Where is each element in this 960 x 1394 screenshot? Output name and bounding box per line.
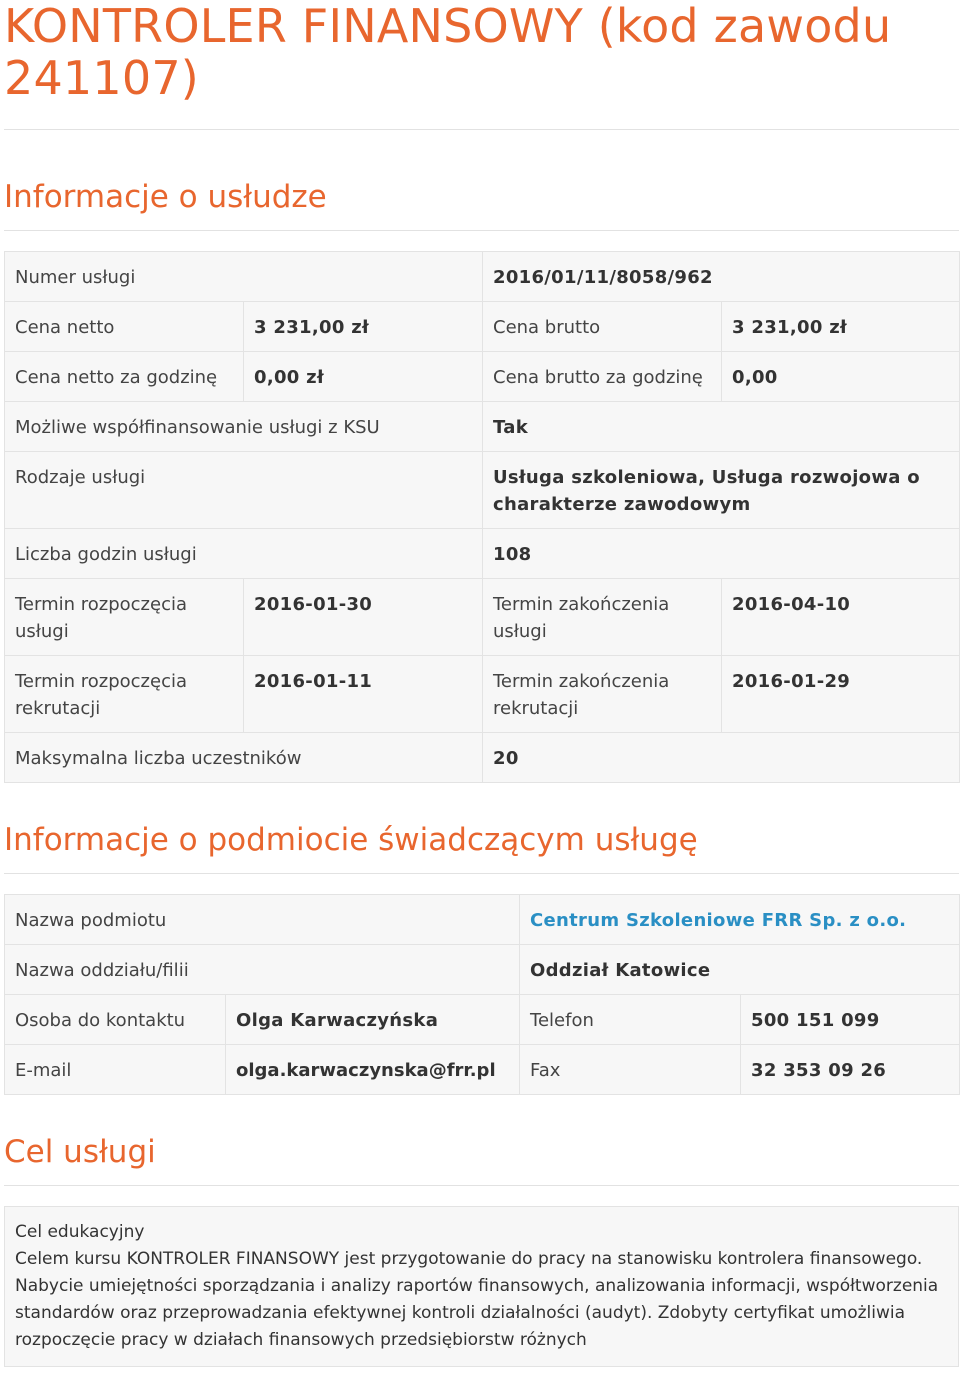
service-info-heading: Informacje o usłudze — [4, 179, 327, 215]
service-types-label: Rodzaje usługi — [5, 452, 483, 529]
goal-box — [4, 1206, 959, 1367]
service-number-label: Numer usługi — [5, 252, 483, 302]
gross-hourly-price-value: 0,00 — [722, 352, 960, 402]
table-row — [5, 945, 960, 995]
service-types-value: Usługa szkoleniowa, Usługa rozwojowa o charakterze zawodowym — [483, 452, 960, 529]
table-row — [5, 402, 960, 452]
ksu-cofinancing-label: Możliwe współfinansowanie usługi z KSU — [5, 402, 483, 452]
table-row — [5, 995, 960, 1045]
gross-hourly-price-label: Cena brutto za godzinę — [483, 352, 722, 402]
document-page — [4, 0, 959, 1367]
table-row — [5, 656, 960, 733]
phone-label: Telefon — [520, 995, 741, 1045]
phone-value: 500 151 099 — [741, 995, 960, 1045]
provider-name-link[interactable]: Centrum Szkoleniowe FRR Sp. z o.o. — [520, 895, 960, 945]
goal-heading: Cel usługi — [4, 1134, 156, 1170]
net-price-value: 3 231,00 zł — [244, 302, 483, 352]
table-row — [5, 352, 960, 402]
table-row — [5, 529, 960, 579]
net-hourly-price-value: 0,00 zł — [244, 352, 483, 402]
table-row — [5, 302, 960, 352]
fax-label: Fax — [520, 1045, 741, 1095]
hours-label: Liczba godzin usługi — [5, 529, 483, 579]
provider-info-table — [4, 894, 960, 1095]
provider-name-label: Nazwa podmiotu — [5, 895, 520, 945]
table-row — [5, 579, 960, 656]
email-label: E-mail — [5, 1045, 226, 1095]
gross-price-value: 3 231,00 zł — [722, 302, 960, 352]
table-row — [5, 452, 960, 529]
document-title: KONTROLER FINANSOWY (kod zawodu 241107) — [4, 0, 892, 105]
service-start-label: Termin rozpoczęcia usługi — [5, 579, 244, 656]
goal-subheading: Cel edukacyjny — [15, 1222, 145, 1242]
table-row — [5, 733, 960, 783]
contact-person-value: Olga Karwaczyńska — [226, 995, 520, 1045]
hours-value: 108 — [483, 529, 960, 579]
contact-person-label: Osoba do kontaktu — [5, 995, 226, 1045]
net-price-label: Cena netto — [5, 302, 244, 352]
provider-info-heading: Informacje o podmiocie świadczącym usługę — [4, 822, 698, 858]
ksu-cofinancing-value: Tak — [483, 402, 960, 452]
service-end-value: 2016-04-10 — [722, 579, 960, 656]
max-participants-label: Maksymalna liczba uczestników — [5, 733, 483, 783]
recruitment-start-label: Termin rozpoczęcia rekrutacji — [5, 656, 244, 733]
recruitment-start-value: 2016-01-11 — [244, 656, 483, 733]
service-start-value: 2016-01-30 — [244, 579, 483, 656]
service-end-label: Termin zakończenia usługi — [483, 579, 722, 656]
email-value: olga.karwaczynska@frr.pl — [226, 1045, 520, 1095]
branch-name-value: Oddział Katowice — [520, 945, 960, 995]
table-row — [5, 895, 960, 945]
max-participants-value: 20 — [483, 733, 960, 783]
fax-value: 32 353 09 26 — [741, 1045, 960, 1095]
recruitment-end-label: Termin zakończenia rekrutacji — [483, 656, 722, 733]
service-number-value: 2016/01/11/8058/962 — [483, 252, 960, 302]
table-row — [5, 1045, 960, 1095]
recruitment-end-value: 2016-01-29 — [722, 656, 960, 733]
goal-text: Celem kursu KONTROLER FINANSOWY jest przygotowanie do pracy na stanowisku kontrolera finansowego. Nabycie umiejętności sporządzania i analizy raportów finansowych, analizowania informacji, współtworzenia standardów oraz przeprowadzania efektywnej kontroli działalności (audyt). Zdobyty certyfikat umożliwia rozpoczęcie pracy w działach finansowych przedsiębiorstw różnych — [15, 1249, 939, 1350]
table-row — [5, 252, 960, 302]
net-hourly-price-label: Cena netto za godzinę — [5, 352, 244, 402]
branch-name-label: Nazwa oddziału/filii — [5, 945, 520, 995]
gross-price-label: Cena brutto — [483, 302, 722, 352]
service-info-table — [4, 251, 960, 783]
